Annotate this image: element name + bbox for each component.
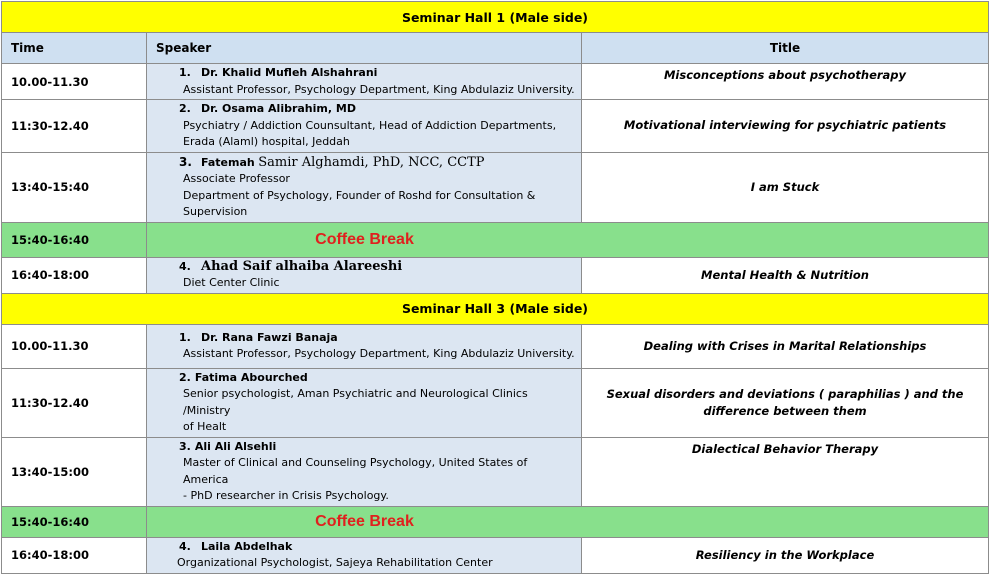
hall-title: Seminar Hall 3 (Male side) [2, 293, 989, 324]
session-title: Dialectical Behavior Therapy [582, 437, 989, 506]
speaker-name: Dr. Rana Fawzi Banaja [201, 330, 338, 344]
speaker-detail: Master of Clinical and Counseling Psychology, United States of America [183, 456, 528, 486]
session-time: 13:40-15:00 [2, 437, 147, 506]
session-row [2, 64, 989, 100]
speaker-number: 2. [179, 102, 191, 115]
column-header-speaker: Speaker [147, 33, 582, 64]
hall-header-row [2, 293, 989, 324]
session-time: 10.00-11.30 [2, 64, 147, 100]
speaker-detail: Senior psychologist, Aman Psychiatric and Neurological Clinics /Ministry [183, 387, 528, 417]
column-header-row [2, 33, 989, 64]
speaker-number: 4. [179, 259, 191, 273]
speaker-name: Ahad Saif alhaiba Alareeshi [201, 258, 403, 274]
speaker-detail: Psychiatry / Addiction Counsultant, Head of Addiction Departments, [183, 118, 557, 132]
session-time: 16:40-18:00 [2, 257, 147, 293]
session-row [2, 537, 989, 573]
speaker-detail: Assistant Professor, Psychology Department, King Abdulaziz University. [183, 82, 575, 96]
speaker-name: Fatima Abourched [194, 370, 308, 384]
speaker-detail: Diet Center Clinic [183, 276, 280, 289]
break-time: 15:40-16:40 [2, 222, 147, 257]
session-time: 11:30-12.40 [2, 368, 147, 437]
break-time: 15:40-16:40 [2, 506, 147, 537]
session-row [2, 152, 989, 222]
break-row [2, 506, 989, 537]
speaker-detail: Associate Professor [183, 172, 290, 185]
speaker-detail: Supervision [183, 205, 248, 218]
speaker-cell [147, 324, 582, 368]
speaker-name: Dr. Osama Alibrahim, MD [201, 102, 356, 115]
speaker-name: Fatemah [201, 155, 255, 169]
session-title: Dealing with Crises in Marital Relationships [582, 324, 989, 368]
speaker-cell [147, 368, 582, 437]
speaker-name: Laila Abdelhak [201, 539, 293, 553]
speaker-detail: Department of Psychology, Founder of Roshd for Consultation & [183, 188, 536, 202]
hall-title: Seminar Hall 1 (Male side) [2, 2, 989, 33]
speaker-name: Ali Ali Alsehli [194, 439, 277, 453]
session-title: Misconceptions about psychotherapy [582, 64, 989, 100]
speaker-number: 2. [179, 370, 191, 384]
speaker-detail: Erada (Alaml) hospital, Jeddah [183, 135, 350, 148]
speaker-number: 1. [179, 66, 191, 79]
speaker-name-rest: Samir Alghamdi, PhD, NCC, CCTP [258, 154, 485, 170]
column-header-title: Title [582, 33, 989, 64]
speaker-detail: Organizational Psychologist, Sajeya Rehabilitation Center [177, 556, 493, 569]
session-row [2, 368, 989, 437]
session-time: 16:40-18:00 [2, 537, 147, 573]
session-title: Mental Health & Nutrition [582, 257, 989, 293]
session-row [2, 437, 989, 506]
speaker-number: 1. [179, 330, 191, 344]
speaker-number: 4. [179, 539, 191, 553]
session-time: 10.00-11.30 [2, 324, 147, 368]
speaker-number: 3. [179, 439, 191, 453]
session-title: Sexual disorders and deviations ( paraphilias ) and the difference between them [582, 368, 989, 437]
speaker-name: Dr. Khalid Mufleh Alshahrani [201, 66, 378, 79]
column-header-time: Time [2, 33, 147, 64]
coffee-break-label: Coffee Break [315, 512, 414, 530]
speaker-detail: - PhD researcher in Crisis Psychology. [183, 489, 389, 502]
speaker-cell [147, 257, 582, 293]
session-title: Motivational interviewing for psychiatric patients [582, 100, 989, 153]
speaker-cell [147, 100, 582, 153]
hall-header-row [2, 2, 989, 33]
schedule-table [1, 1, 989, 574]
speaker-number: 3. [179, 154, 192, 169]
speaker-cell [147, 64, 582, 100]
speaker-detail: of Healt [183, 420, 227, 433]
speaker-detail: Assistant Professor, Psychology Department, King Abdulaziz University. [183, 347, 575, 360]
speaker-cell [147, 437, 582, 506]
session-title: Resiliency in the Workplace [582, 537, 989, 573]
break-row [2, 222, 989, 257]
session-row [2, 324, 989, 368]
speaker-cell [147, 537, 582, 573]
speaker-cell [147, 152, 582, 222]
session-title: I am Stuck [582, 152, 989, 222]
session-time: 11:30-12.40 [2, 100, 147, 153]
coffee-break-label: Coffee Break [315, 230, 414, 248]
session-row [2, 100, 989, 153]
session-time: 13:40-15:40 [2, 152, 147, 222]
session-row [2, 257, 989, 293]
